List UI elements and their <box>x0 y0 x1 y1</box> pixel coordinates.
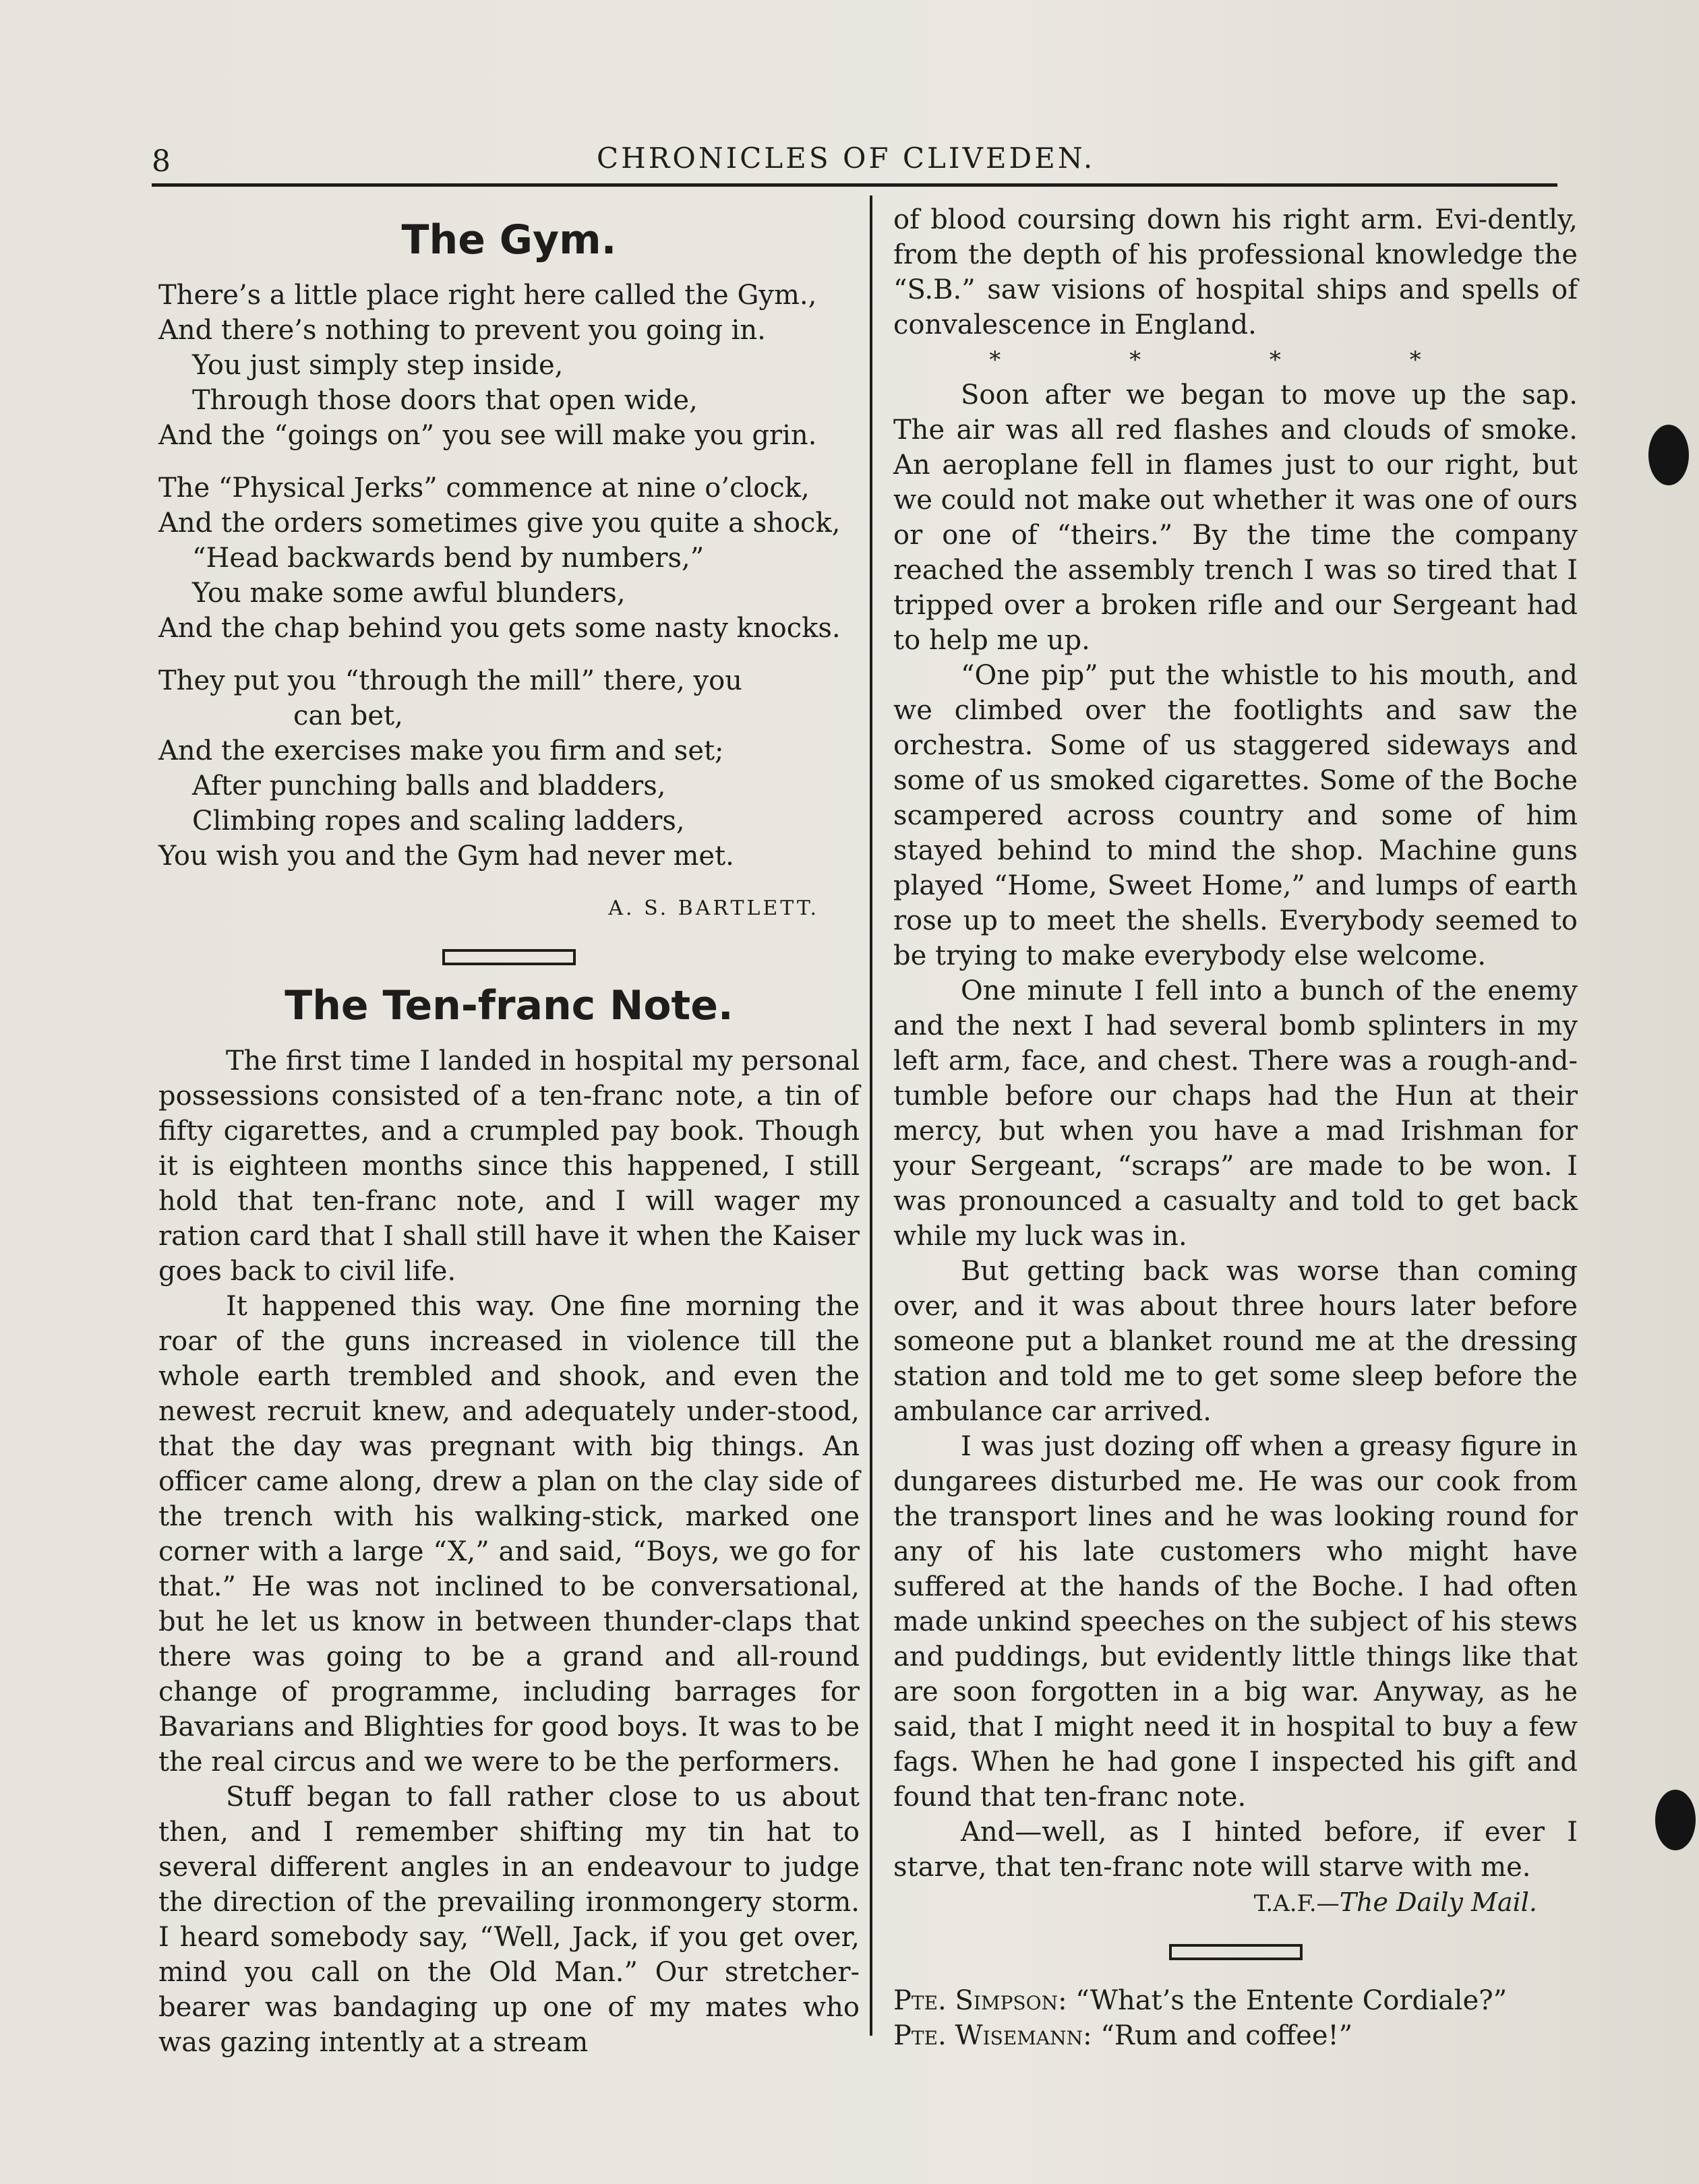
article-paragraph: But getting back was worse than coming over, and it was about three hours later before someone put a blanket round me at the dressing station and told me to get some sleep before the ambulance car arrived. <box>893 1256 1578 1427</box>
article-body-left <box>158 1043 860 2060</box>
dialogue-text: : “Rum and coffee!” <box>1083 2020 1353 2051</box>
poem-line: After punching balls and bladders, <box>192 770 666 801</box>
article-paragraph: The first time I landed in hospital my personal possessions consisted of a ten-franc note, a tin of fifty cigarettes, and a crumpled pay book. Though it is eighteen months since this happened, I still hold that ten-franc note, and I will wager my ration card that I shall still have it when the Kaiser goes back to civil life. <box>158 1045 860 1287</box>
poem-line: can bet, <box>293 700 403 731</box>
article-paragraph: And—well, as I hinted before, if ever I starve, that ten-franc note will starve with me. <box>893 1817 1578 1883</box>
poem-line: They put you “through the mill” there, you <box>158 665 742 696</box>
gym-poem <box>158 278 860 926</box>
joke-dialogue <box>893 1983 1578 2053</box>
poem-line: And the chap behind you gets some nasty knocks. <box>158 613 841 644</box>
article-paragraph: Stuff began to fall rather close to us about then, and I remember shifting my tin hat to several different angles in an endeavour to judge the direction of the prevailing ironmongery storm. I heard somebody say, “Well, Jack, if you get over, mind you call on the Old Man.” Our stretcher-bearer was bandaging up one of my mates who was gazing intently at a stream <box>158 1782 860 2058</box>
article-paragraph: It happened this way. One fine morning the roar of the guns increased in violence till the whole earth trembled and shook, and even the newest recruit knew, and adequately under-stood, that the day was pregnant with big things. An officer came along, drew a plan on the clay side of the trench with his walking-stick, marked one corner with a large “X,” and said, “Boys, we go for that.” He was not inclined to be conversational, but he let us know in between thunder-claps that there was going to be a grand and all-round change of programme, including barrages for Bavarians and Blighties for good boys. It was to be the real circus and we were to be the performers. <box>158 1291 860 1778</box>
dialogue-line <box>893 1983 1578 2018</box>
poem-line: You wish you and the Gym had never met. <box>158 841 734 872</box>
credit-source: The Daily Mail. <box>1339 1887 1537 1917</box>
dialogue-line <box>893 2018 1578 2053</box>
stanza-1 <box>158 278 860 453</box>
speaker-name: Pte. Simpson <box>893 1985 1059 2016</box>
credit-initials: T.A.F.— <box>1253 1890 1340 1917</box>
gym-poem-title: The Gym. <box>401 216 617 264</box>
poem-line: And the exercises make you firm and set; <box>158 735 724 766</box>
poem-line: And the “goings on” you see will make you grin. <box>158 420 817 451</box>
binding-hole-bottom <box>1655 1790 1696 1850</box>
article-paragraph: I was just dozing off when a greasy figure in dungarees disturbed me. He was our cook from the transport lines and he was looking round for any of his late customers who might have suffered at the hands of the Boche. I had often made unkind speeches on the subject of his stews and puddings, but evidently little things like that are soon forgotten in a big war. Anyway, as he said, that I might need it in hospital to buy a few fags. When he had gone I inspected his gift and found that ten-franc note. <box>893 1431 1578 1813</box>
left-column <box>158 216 860 2060</box>
article-credit <box>893 1885 1537 1921</box>
poem-line: Climbing ropes and scaling ladders, <box>192 806 685 837</box>
poem-line: “Head backwards bend by numbers,” <box>192 543 705 574</box>
poem-line: The “Physical Jerks” commence at nine o’clock, <box>158 473 810 504</box>
header-rule <box>152 183 1557 187</box>
poem-line: And the orders sometimes give you quite a shock, <box>158 508 841 539</box>
page-header <box>152 135 1557 182</box>
article-title: The Ten-franc Note. <box>285 982 734 1029</box>
poem-line: And there’s nothing to prevent you going in. <box>158 315 766 346</box>
dialogue-text: : “What’s the Entente Cordiale?” <box>1058 1985 1508 2016</box>
right-column <box>893 202 1578 2053</box>
stanza-2 <box>158 471 860 646</box>
poem-line: Through those doors that open wide, <box>192 385 698 416</box>
page-number: 8 <box>152 144 171 179</box>
poem-line: You make some awful blunders, <box>192 578 626 609</box>
article-paragraph: “One pip” put the whistle to his mouth, and we climbed over the footlights and saw the orchestra. Some of us staggered sideways and some of us smoked cigarettes. Some of the Boche scampered across country and some of him stayed behind to mind the shop. Machine guns played “Home, Sweet Home,” and lumps of earth rose up to meet the shells. Everybody seemed to be trying to make everybody else welcome. <box>893 660 1578 971</box>
article-paragraph: Soon after we began to move up the sap. The air was all red flashes and clouds of smoke. An aeroplane fell in flames just to our right, but we could not make out whether it was one of ours or one of “theirs.” By the time the company reached the assembly trench I was so tired that I tripped over a broken rifle and our Sergeant had to help me up. <box>893 380 1578 656</box>
section-divider <box>1169 1944 1303 1960</box>
speaker-name: Pte. Wisemann <box>893 2020 1083 2051</box>
poem-author: A. S. BARTLETT. <box>608 897 819 920</box>
poem-line: You just simply step inside, <box>192 350 564 381</box>
stanza-3 <box>158 663 860 874</box>
poem-line: There’s a little place right here called the Gym., <box>158 280 817 311</box>
section-divider <box>442 949 576 965</box>
running-title: CHRONICLES OF CLIVEDEN. <box>597 142 1096 175</box>
article-paragraph: of blood coursing down his right arm. Evi-dently, from the depth of his professional knowledge the “S.B.” saw visions of hospital ships and spells of convalescence in England. <box>893 204 1578 340</box>
binding-hole-top <box>1648 425 1689 485</box>
section-break-stars: * * * * <box>989 346 1482 373</box>
article-body-right <box>893 202 1578 1885</box>
column-divider <box>870 195 872 2036</box>
article-paragraph: One minute I fell into a bunch of the enemy and the next I had several bomb splinters in my left arm, face, and chest. There was a rough-and-tumble before our chaps had the Hun at their mercy, but when you have a mad Irishman for your Sergeant, “scraps” are made to be won. I was pronounced a casualty and told to get back while my luck was in. <box>893 975 1578 1252</box>
